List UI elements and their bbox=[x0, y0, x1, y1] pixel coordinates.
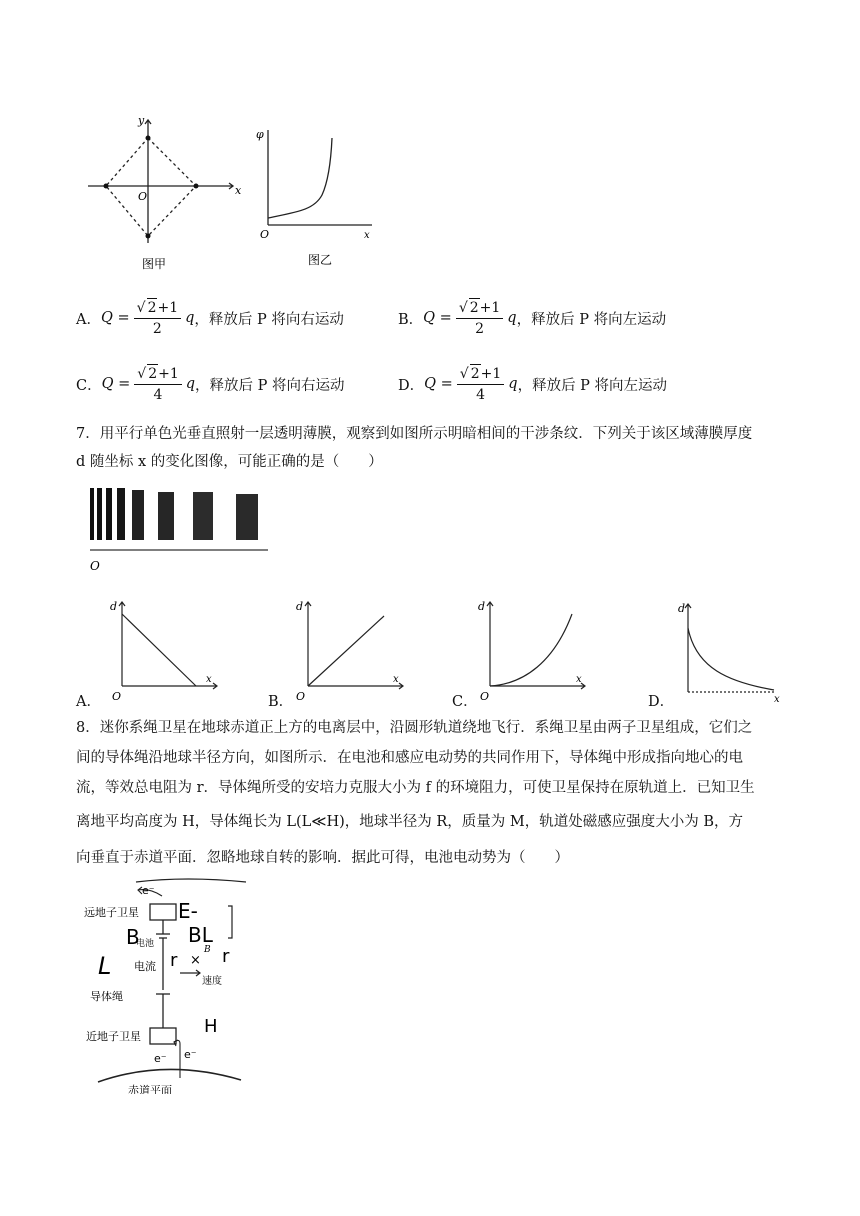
q6-option-d[interactable]: D． Q = $\frac{√ 2+1}{4}$ q ，释放后 P 将向左运动 bbox=[398, 366, 668, 403]
option-text: ，释放后 P 将向右运动 bbox=[195, 377, 345, 394]
option-text: ，释放后 P 将向左运动 bbox=[517, 377, 668, 394]
q6-option-a[interactable]: A． Q = $\frac{√ 2+1}{2}$ q ，释放后 P 将向右运动 bbox=[76, 300, 344, 337]
q7-graph-a bbox=[104, 596, 234, 706]
graph-d-label: d bbox=[296, 600, 304, 613]
current-label: 电流 bbox=[134, 960, 156, 973]
q7-graph-b bbox=[290, 596, 420, 706]
q7-label-d: D． bbox=[648, 694, 675, 710]
q7-label-c: C． bbox=[452, 694, 478, 710]
hand-h-label: H bbox=[204, 1016, 218, 1037]
cross-icon: × bbox=[190, 953, 201, 968]
option-fraction: $\frac{√ 2+1}{2}$ bbox=[134, 298, 181, 338]
graph-o-label: O bbox=[112, 690, 122, 703]
graph-x-label: x bbox=[206, 674, 212, 685]
q8-line-1: 8．迷你系绳卫星在地球赤道正上方的电离层中，沿圆形轨道绕地飞行．系绳卫星由两子卫星组成，它们之 bbox=[76, 720, 753, 736]
q8-line-4: 离地平均高度为 H，导体绳长为 L(L≪H)，地球半径为 R，质量为 M，轨道处磁感应强度大小为 B，方 bbox=[76, 814, 744, 830]
option-fraction: $\frac{√ 2+1}{4}$ bbox=[134, 364, 181, 404]
graph-x-label: x bbox=[774, 694, 780, 705]
hand-b-label: B bbox=[126, 925, 140, 949]
jia-caption: 图甲 bbox=[142, 257, 167, 271]
option-letter: A． bbox=[76, 311, 101, 328]
tether-satellite-figure bbox=[76, 872, 256, 1094]
q7-label-a: A． bbox=[76, 694, 101, 710]
yi-x-label: x bbox=[364, 230, 370, 241]
q7-label-b: B． bbox=[268, 694, 294, 710]
yi-phi-label: φ bbox=[256, 128, 264, 141]
graph-o-label: O bbox=[296, 690, 306, 703]
option-letter: C． bbox=[76, 377, 102, 394]
q7-graph-d bbox=[670, 596, 800, 706]
graph-o-label: O bbox=[480, 690, 490, 703]
graph-d-label: d bbox=[478, 600, 486, 613]
electron-bottom-label: e⁻ bbox=[154, 1052, 167, 1065]
option-fraction: $\frac{√ 2+1}{2}$ bbox=[456, 298, 503, 338]
q7-graph-c bbox=[472, 596, 602, 706]
equator-label: 赤道平面 bbox=[128, 1084, 172, 1094]
option-lhs: Q bbox=[101, 376, 114, 392]
hand-bl-label: BL bbox=[188, 923, 213, 947]
hand-l-label: L bbox=[98, 952, 112, 980]
q7-line-1: 7．用平行单色光垂直照射一层透明薄膜，观察到如图所示明暗相间的干涉条纹．下列关于该区域薄膜厚度 bbox=[76, 426, 753, 442]
q7-line-2: d 随坐标 x 的变化图像，可能正确的是（ ） bbox=[76, 454, 383, 470]
yi-origin: O bbox=[260, 228, 270, 241]
yi-caption: 图乙 bbox=[308, 253, 333, 267]
hand-r2-label: r bbox=[222, 946, 230, 967]
option-fraction: $\frac{√ 2+1}{4}$ bbox=[457, 364, 504, 404]
graph-x-label: x bbox=[576, 674, 582, 685]
option-text: ，释放后 P 将向右运动 bbox=[194, 311, 344, 328]
option-lhs: Q bbox=[423, 310, 436, 326]
jia-origin: O bbox=[138, 190, 148, 203]
q6-option-b[interactable]: B． Q = $\frac{√ 2+1}{2}$ q ，释放后 P 将向左运动 bbox=[398, 300, 667, 337]
near-satellite-label: 近地子卫星 bbox=[86, 1030, 141, 1043]
hand-e-label: E- bbox=[178, 899, 198, 923]
far-satellite-label: 远地子卫星 bbox=[84, 906, 139, 919]
q8-line-2: 间的导体绳沿地球半径方向，如图所示．在电池和感应电动势的共同作用下，导体绳中形成指向地心的电 bbox=[76, 750, 743, 766]
figure-yi bbox=[252, 120, 382, 270]
b-field-label: B bbox=[204, 945, 211, 955]
option-letter: D． bbox=[398, 377, 425, 394]
figure-jia bbox=[78, 108, 248, 278]
electron-top-label: e⁻ bbox=[142, 884, 155, 897]
battery-label: 电池 bbox=[136, 939, 155, 949]
fringe-figure bbox=[86, 480, 276, 575]
q8-line-5: 向垂直于赤道平面．忽略地球自转的影响．据此可得，电池电动势为（ ） bbox=[76, 850, 569, 866]
graph-d-label: d bbox=[678, 602, 686, 615]
graph-d-label: d bbox=[110, 600, 118, 613]
jia-y-label: y bbox=[138, 114, 145, 127]
option-text: ，释放后 P 将向左运动 bbox=[516, 311, 667, 328]
hand-r1-label: r bbox=[170, 950, 178, 971]
graph-x-label: x bbox=[393, 674, 399, 685]
option-letter: B． bbox=[398, 311, 424, 328]
rope-label: 导体绳 bbox=[90, 990, 123, 1003]
electron-side-label: e⁻ bbox=[184, 1048, 197, 1061]
q6-option-c[interactable]: C． Q = $\frac{√ 2+1}{4}$ q ，释放后 P 将向右运动 bbox=[76, 366, 345, 403]
jia-x-label: x bbox=[235, 184, 242, 197]
option-lhs: Q bbox=[100, 310, 113, 326]
q8-line-3: 流，等效总电阻为 r．导体绳所受的安培力克服大小为 f 的环境阻力，可使卫星保持在原轨道上．已知卫生 bbox=[76, 780, 755, 796]
option-lhs: Q bbox=[424, 376, 437, 392]
fringe-origin: O bbox=[90, 559, 100, 573]
speed-label: 速度 bbox=[202, 976, 222, 987]
